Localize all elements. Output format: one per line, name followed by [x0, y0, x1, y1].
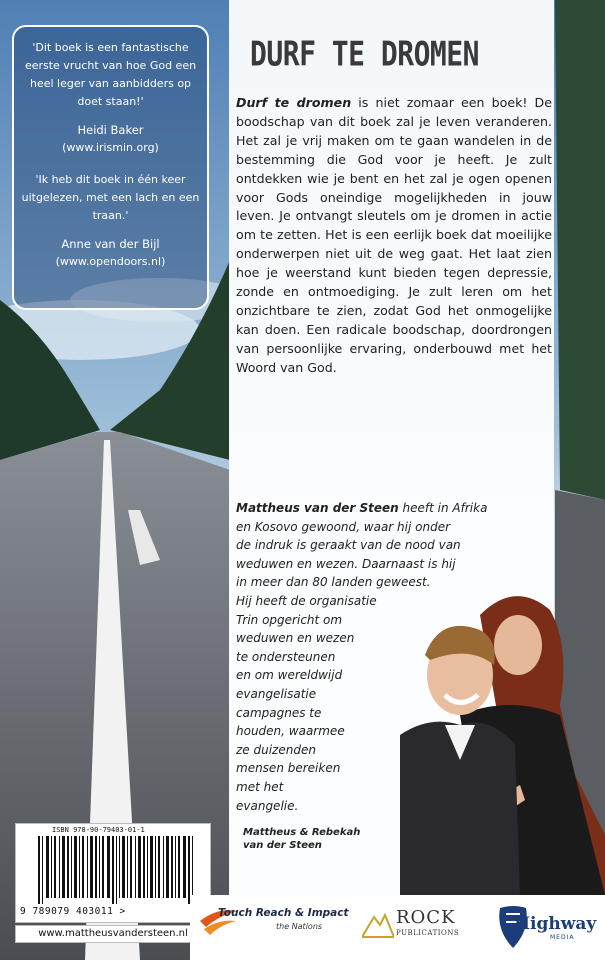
bio-line: evangelisatie: [236, 686, 317, 701]
bio-line: in meer dan 80 landen geweest.: [236, 575, 431, 590]
rock-name: ROCK: [396, 907, 456, 928]
bio-line: Hij heeft de organisatie: [236, 593, 377, 608]
quote-text: 'Dit boek is een fantastische eerste vrucht van hoe God een heel leger van aanbidders op doet staan!': [24, 41, 197, 108]
quote-text: 'Ik heb dit boek in één keer uitgelezen, met een lach en een traan.': [21, 173, 200, 222]
barcode: [15, 823, 211, 923]
trim-sub: the Nations: [276, 922, 323, 931]
bio-line: evangelie.: [236, 798, 299, 813]
rock-sub: PUBLICATIONS: [396, 929, 460, 937]
bio-line: met het: [236, 779, 284, 794]
isbn-label: ISBN 978-90-79403-01-1: [52, 826, 145, 834]
bio-line: campagnes te: [236, 705, 322, 720]
caption-line: van der Steen: [243, 840, 322, 851]
quote-author: Anne van der Bijl: [61, 237, 160, 251]
bio-line: de indruk is geraakt van de nood van: [236, 538, 461, 553]
quote-source: (www.irismin.org): [62, 141, 159, 154]
rock-publications-logo: [362, 903, 482, 945]
book-description: [236, 94, 552, 378]
endorsements-box: [12, 25, 209, 310]
bio-line: Trin opgericht om: [236, 612, 343, 627]
bio-line: te ondersteunen: [236, 649, 336, 664]
highway-sub: MEDIA: [550, 934, 575, 941]
quote-source: (www.opendoors.nl): [55, 255, 166, 268]
highway-media-logo: [496, 900, 600, 955]
author-name: Mattheus van der Steen: [236, 501, 399, 515]
bio-line: en Kosovo gewoond, waar hij onder: [236, 519, 451, 534]
caption-line: Mattheus & Rebekah: [243, 827, 361, 838]
barcode-bars: [38, 836, 198, 904]
highway-name: Highway: [514, 914, 597, 934]
bio-line: houden, waarmee: [236, 724, 345, 739]
barcode-number: 9 789079 403011 >: [20, 906, 126, 917]
bio-line: ze duizenden: [236, 742, 316, 757]
description-text: is niet zomaar een boek! De boodschap van dit boek zal je leven veranderen. Het zal je vrij maken om te gaan wandelen in de bestemming die God voor je heeft. Je zult ontdekken wie je bent en het zal je ogen openen voor Gods oneindige mogelijkheden in jouw leven. Je ontvangt sleutels om je dromen in actie om te zetten. Het is een eerlijk boek dat moeilijke onderwerpen niet uit de weg gaat. Het laat zien hoe je weerstand kunt bieden tegen depressie, zonde en ontmoediging. Je zult leren om het onzichtbare te zien, zodat God het onmogelijke kan doen. Een radicale boodschap, doordrongen van persoonlijke ervaring, onderbouwd met het Woord van God.: [236, 95, 552, 375]
website-url: www.mattheusvandersteen.nl: [15, 925, 211, 943]
author-photo: [400, 585, 605, 895]
quote-author: Heidi Baker: [77, 123, 144, 137]
trim-name: Touch Reach & Impact: [218, 907, 349, 919]
photo-caption: [243, 826, 360, 852]
trim-logo: [198, 903, 348, 945]
bio-line: en om wereldwijd: [236, 668, 343, 683]
book-title: DURF TE DROMEN: [250, 34, 480, 75]
bio-line: weduwen en wezen. Daarnaast is hij: [236, 556, 456, 571]
mountain-icon: [362, 909, 394, 939]
bio-line: mensen bereiken: [236, 761, 341, 776]
bio-line: heeft in Afrika: [398, 501, 488, 515]
bio-line: weduwen en wezen: [236, 631, 355, 646]
book-title-inline: Durf te dromen: [236, 95, 352, 110]
